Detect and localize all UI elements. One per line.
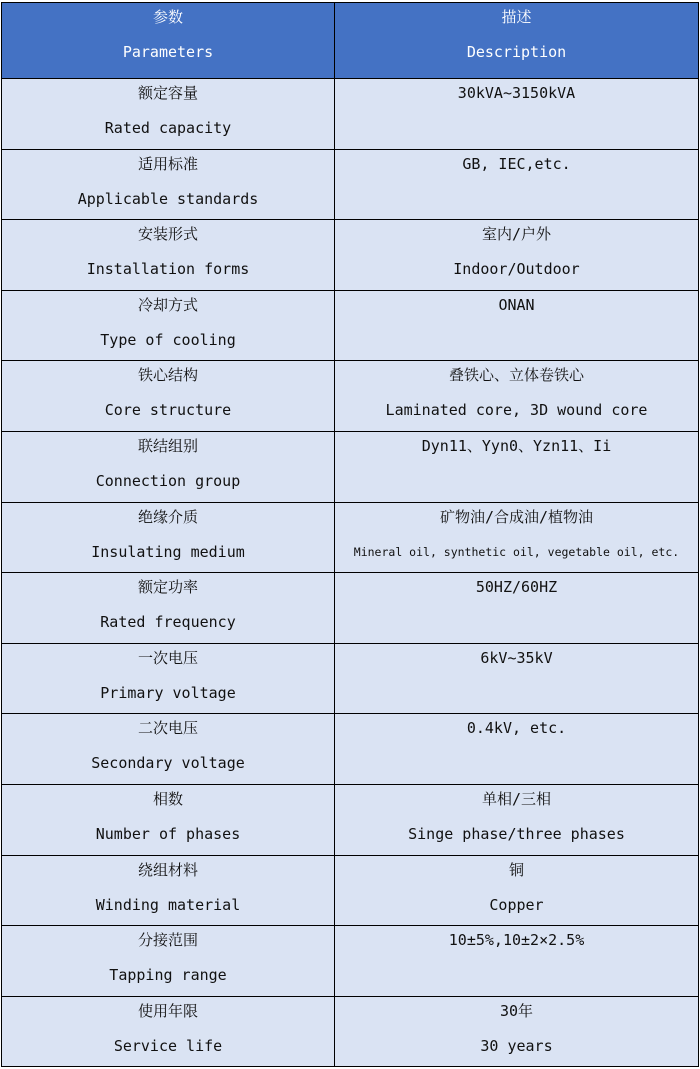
description-line-2: Laminated core, 3D wound core [385, 401, 648, 420]
parameter-en: Connection group [95, 471, 241, 490]
parameter-cell [2, 79, 335, 150]
description-line-2: Singe phase/three phases [408, 824, 625, 843]
header-description [335, 3, 699, 79]
parameter-en: Service life [113, 1036, 223, 1055]
description-cell [335, 643, 699, 714]
description-line-1: 铜 [508, 860, 524, 879]
description-line-1: 叠铁心、立体卷铁心 [448, 366, 584, 385]
parameter-en: Type of cooling [100, 330, 236, 349]
description-line-2: Indoor/Outdoor [453, 260, 580, 279]
parameter-en: Tapping range [109, 966, 227, 985]
parameter-cell [2, 573, 335, 644]
parameter-en: Primary voltage [100, 683, 236, 702]
parameter-zh: 冷却方式 [137, 295, 198, 314]
description-cell [335, 290, 699, 361]
header-desc-en: Description [466, 43, 567, 61]
table-header [2, 3, 699, 79]
description-cell [335, 361, 699, 432]
parameter-cell [2, 855, 335, 926]
table-row [2, 714, 699, 785]
parameter-en: Insulating medium [91, 542, 245, 561]
description-line-1: Dyn11、Yyn0、Yzn11、Ii [421, 436, 612, 455]
table-row [2, 149, 699, 220]
parameter-zh: 联结组别 [137, 436, 198, 455]
description-line-1: 6kV~35kV [480, 648, 553, 667]
parameter-cell [2, 926, 335, 997]
parameter-en: Installation forms [86, 260, 250, 279]
spec-table [1, 2, 699, 1067]
description-cell [335, 996, 699, 1067]
parameter-cell [2, 643, 335, 714]
table-row [2, 79, 699, 150]
description-cell [335, 714, 699, 785]
header-param-zh: 参数 [152, 8, 183, 26]
table-row [2, 784, 699, 855]
parameter-cell [2, 714, 335, 785]
description-cell [335, 149, 699, 220]
description-line-2: Mineral oil, synthetic oil, vegetable oil, etc. [353, 544, 680, 559]
parameter-zh: 相数 [152, 789, 183, 808]
parameter-zh: 一次电压 [137, 648, 198, 667]
description-cell [335, 79, 699, 150]
description-line-1: 30年 [499, 1001, 534, 1020]
description-line-1: 50HZ/60HZ [475, 578, 558, 597]
parameter-cell [2, 784, 335, 855]
description-line-1: 0.4kV, etc. [466, 719, 567, 738]
description-cell [335, 855, 699, 926]
description-line-2: Copper [489, 895, 544, 914]
description-cell [335, 573, 699, 644]
description-line-1: 单相/三相 [481, 789, 552, 808]
description-cell [335, 784, 699, 855]
parameter-en: Rated frequency [100, 613, 236, 632]
description-cell [335, 431, 699, 502]
header-row [2, 3, 699, 79]
parameter-zh: 二次电压 [137, 719, 198, 738]
description-line-1: GB, IEC,etc. [462, 154, 571, 173]
header-parameters [2, 3, 335, 79]
table-row [2, 431, 699, 502]
table-row [2, 926, 699, 997]
parameter-en: Rated capacity [104, 119, 232, 137]
parameter-en: Applicable standards [77, 189, 259, 208]
parameter-en: Number of phases [95, 824, 241, 843]
parameter-cell [2, 996, 335, 1067]
header-desc-zh: 描述 [501, 8, 532, 26]
parameter-cell [2, 502, 335, 573]
parameter-en: Core structure [104, 401, 232, 420]
description-cell [335, 926, 699, 997]
description-cell [335, 220, 699, 291]
table-row [2, 502, 699, 573]
description-line-1: 室内/户外 [481, 225, 552, 244]
description-line-1: 矿物油/合成油/植物油 [439, 507, 594, 526]
table-row [2, 573, 699, 644]
parameter-cell [2, 290, 335, 361]
table-body [2, 79, 699, 1067]
parameter-zh: 分接范围 [137, 931, 198, 950]
parameter-cell [2, 431, 335, 502]
parameter-zh: 适用标准 [137, 154, 198, 173]
parameter-en: Winding material [95, 895, 241, 914]
description-cell [335, 502, 699, 573]
parameter-zh: 额定功率 [137, 578, 198, 597]
parameter-en: Secondary voltage [91, 754, 245, 773]
parameter-zh: 安装形式 [137, 225, 198, 244]
header-param-en: Parameters [122, 43, 214, 61]
description-line-1: 10±5%,10±2×2.5% [448, 931, 585, 950]
table-row [2, 290, 699, 361]
parameter-cell [2, 361, 335, 432]
parameter-zh: 使用年限 [137, 1001, 198, 1020]
table-row [2, 996, 699, 1067]
table-row [2, 220, 699, 291]
parameter-zh: 额定容量 [137, 84, 198, 102]
table-row [2, 361, 699, 432]
description-line-1: 30kVA~3150kVA [457, 84, 576, 102]
description-line-2: 30 years [480, 1036, 553, 1055]
parameter-zh: 绕组材料 [137, 860, 198, 879]
parameter-cell [2, 149, 335, 220]
table-row [2, 643, 699, 714]
parameter-zh: 铁心结构 [137, 366, 198, 385]
description-line-1: ONAN [498, 295, 535, 314]
parameter-cell [2, 220, 335, 291]
table-row [2, 855, 699, 926]
parameter-zh: 绝缘介质 [137, 507, 198, 526]
